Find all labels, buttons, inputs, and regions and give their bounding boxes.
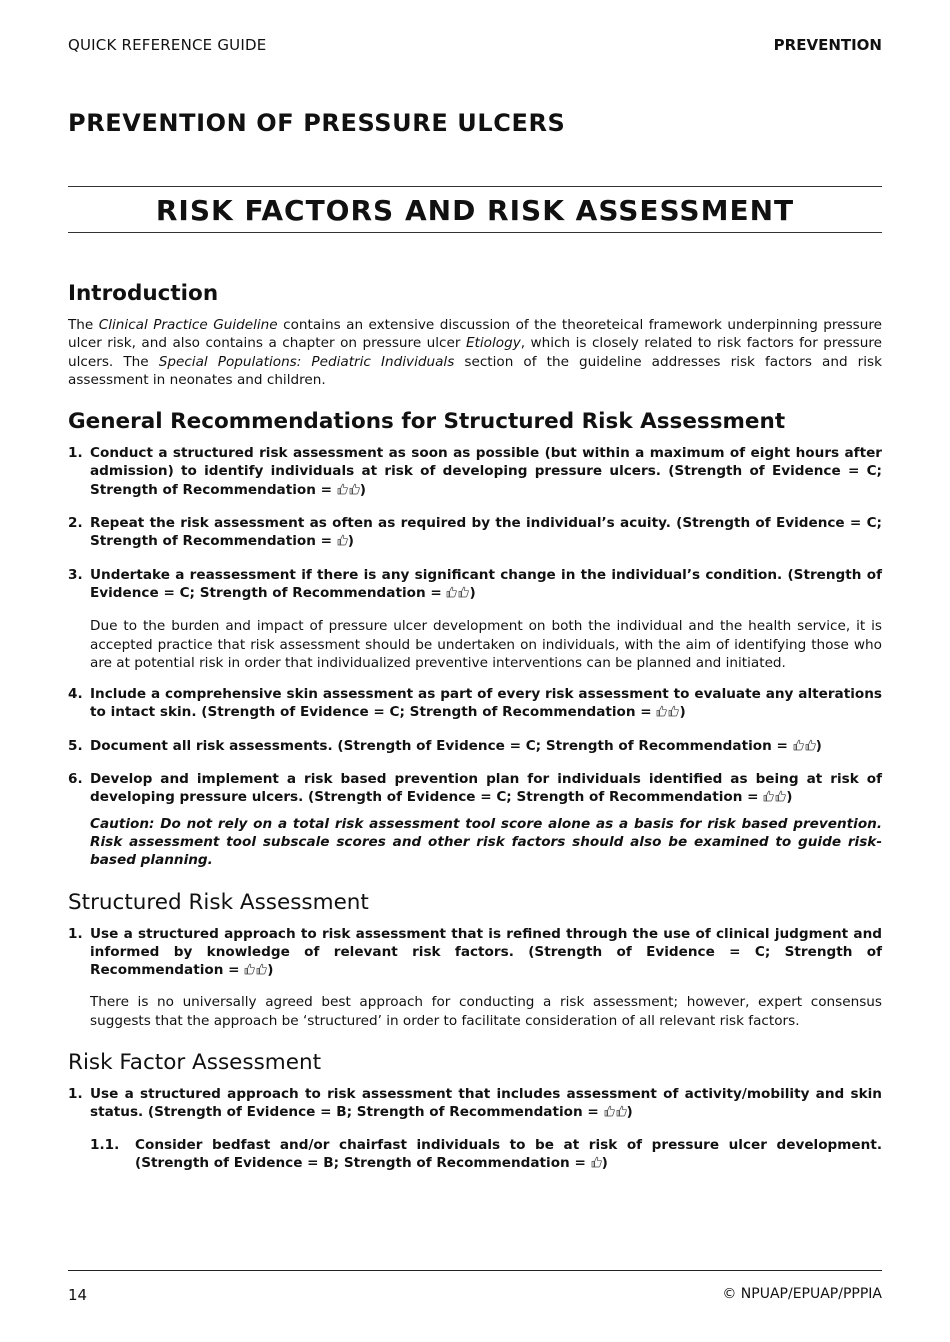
introduction-paragraph (68, 316, 882, 389)
thumbs-up-icon (591, 1156, 602, 1168)
main-title: PREVENTION OF PRESSURE ULCERS (68, 109, 566, 137)
item-close: ) (267, 962, 274, 979)
item-text: Conduct a structured risk assessment as soon as possible (but within a maximum of eight hours after admission) to identify individuals at risk of developing pressure ulcers. (Strength of Evidence = C; Strength of Recommendation = (90, 445, 882, 498)
item-number: 3. (68, 566, 83, 583)
rationale-note: There is no universally agreed best approach for conducting a risk assessment; however, expert consensus suggests that the approach be ‘structured’ in order to facilitate consideration of all relevant risk factors. (90, 994, 882, 1029)
section-title: RISK FACTORS AND RISK ASSESSMENT (155, 194, 795, 227)
recommendation-item (68, 770, 882, 808)
subitem-close: ) (601, 1154, 608, 1171)
recommendation-item (68, 1085, 882, 1123)
caution-note: Caution: Do not rely on a total risk assessment tool score alone as a basis for risk based prevention. Risk assessment tool subscale scores and other risk factors should also be examined to guide risk-based planning. (90, 815, 882, 869)
recommendation-strength (337, 533, 348, 551)
risk-factor-assessment-heading: Risk Factor Assessment (68, 1050, 322, 1076)
running-header-left: QUICK REFERENCE GUIDE (68, 36, 267, 54)
subitem-number: 1.1. (90, 1136, 120, 1153)
item-text: Undertake a reassessment if there is any significant change in the individual’s condition. (Strength of Evidence = C; Strength of Recommendation = (90, 566, 882, 601)
recommendation-strength (656, 704, 679, 722)
recommendation-strength (763, 789, 786, 807)
thumbs-up-icon (458, 586, 469, 598)
rationale-note: Due to the burden and impact of pressure ulcer development on both the individual and the health service, it is accepted practice that risk assessment should be undertaken on individuals, with the aim of identifying those who are at potential risk in order that individualized preventive interventions can be planned and initiated. (90, 618, 882, 671)
sub-recommendation-item (68, 1136, 882, 1174)
recommendation-item (68, 514, 882, 552)
page-number: 14 (68, 1286, 88, 1304)
running-header-right: PREVENTION (773, 36, 882, 54)
thumbs-up-icon (244, 963, 255, 975)
item-number: 5. (68, 737, 83, 754)
thumbs-up-icon (793, 739, 804, 751)
copyright: © NPUAP/EPUAP/PPPIA (722, 1286, 882, 1302)
item-close: ) (469, 584, 476, 601)
recommendation-item (68, 685, 882, 723)
item-close: ) (347, 533, 354, 550)
structured-risk-assessment-list (68, 925, 882, 981)
general-recommendations-heading: General Recommendations for Structured Risk Assessment (68, 409, 786, 435)
intro-text: , which is closely related to risk factors for pressure ulcers. The (68, 335, 883, 370)
intro-text: section of the guideline addresses risk factors and risk assessment in neonates and children. (68, 353, 883, 388)
item-number: 1. (68, 925, 83, 942)
recommendation-strength (244, 962, 267, 980)
item-number: 2. (68, 515, 83, 532)
recommendation-item (68, 925, 882, 981)
general-recommendations-section (68, 407, 882, 869)
thumbs-up-icon (775, 790, 786, 802)
thumbs-up-icon (616, 1105, 627, 1117)
thumbs-up-icon (805, 739, 816, 751)
structured-risk-assessment-section (68, 888, 882, 1030)
thumbs-up-icon (656, 705, 667, 717)
item-close: ) (359, 481, 366, 498)
recommendation-strength (604, 1104, 627, 1122)
section-rule-bottom (68, 232, 882, 233)
item-number: 1. (68, 445, 83, 462)
item-number: 4. (68, 686, 83, 703)
item-close: ) (815, 737, 822, 754)
introduction-heading: Introduction (68, 281, 219, 306)
item-text: Develop and implement a risk based prevention plan for individuals identified as being at risk of developing pressure ulcers. (Strength of Evidence = C; Strength of Recommendation = (90, 771, 882, 806)
thumbs-up-icon (256, 963, 267, 975)
thumbs-up-icon (604, 1105, 615, 1117)
thumbs-up-icon (337, 534, 348, 546)
section-rule-top (68, 186, 882, 187)
item-number: 1. (68, 1086, 83, 1103)
intro-guideline-title: Clinical Practice Guideline (98, 317, 278, 333)
item-text: Use a structured approach to risk assessment that includes assessment of activity/mobility and skin status. (Strength of Evidence = B; Strength of Recommendation = (90, 1086, 882, 1121)
thumbs-up-icon (349, 483, 360, 495)
content (68, 279, 882, 1173)
item-text: Document all risk assessments. (Strength of Evidence = C; Strength of Recommendation = (90, 737, 793, 754)
recommendation-strength (591, 1155, 602, 1173)
footer-rule (68, 1270, 882, 1271)
recommendation-strength (446, 585, 469, 603)
structured-risk-assessment-heading: Structured Risk Assessment (68, 889, 369, 915)
item-close: ) (786, 789, 793, 806)
general-recommendations-list-continued (68, 685, 882, 807)
risk-factor-assessment-list (68, 1085, 882, 1123)
thumbs-up-icon (337, 483, 348, 495)
intro-text: contains an extensive discussion of the theoreteical framework underpinning pressure ulcer risk, and also contains a chapter on pressure ulcer (68, 317, 883, 352)
item-close: ) (679, 704, 686, 721)
recommendation-strength (337, 482, 360, 500)
subitem-text: Consider bedfast and/or chairfast individuals to be at risk of pressure ulcer development. (Strength of Evidence = B; Strength of Recommendation = (135, 1136, 882, 1171)
item-text: Use a structured approach to risk assessment that is refined through the use of clinical judgment and informed by knowledge of relevant risk factors. (Strength of Evidence = C; Strength of Recommendation = (90, 925, 882, 979)
recommendation-item (68, 444, 882, 500)
risk-factor-assessment-section (68, 1048, 882, 1173)
recommendation-item (68, 737, 882, 756)
thumbs-up-icon (668, 705, 679, 717)
item-text: Include a comprehensive skin assessment as part of every risk assessment to evaluate any alterations to intact skin. (Strength of Evidence = C; Strength of Recommendation = (90, 686, 882, 721)
thumbs-up-icon (763, 790, 774, 802)
item-close: ) (626, 1104, 633, 1121)
general-recommendations-list (68, 444, 882, 603)
intro-etiology-title: Etiology (465, 335, 521, 352)
intro-special-populations-title: Special Populations: Pediatric Individuals (158, 353, 455, 370)
item-number: 6. (68, 771, 83, 788)
recommendation-strength (793, 738, 816, 756)
recommendation-item (68, 566, 882, 604)
thumbs-up-icon (446, 586, 457, 598)
intro-text: The (68, 317, 99, 333)
item-text: Repeat the risk assessment as often as required by the individual’s acuity. (Strength of Evidence = C; Strength of Recommendation = (90, 515, 882, 550)
